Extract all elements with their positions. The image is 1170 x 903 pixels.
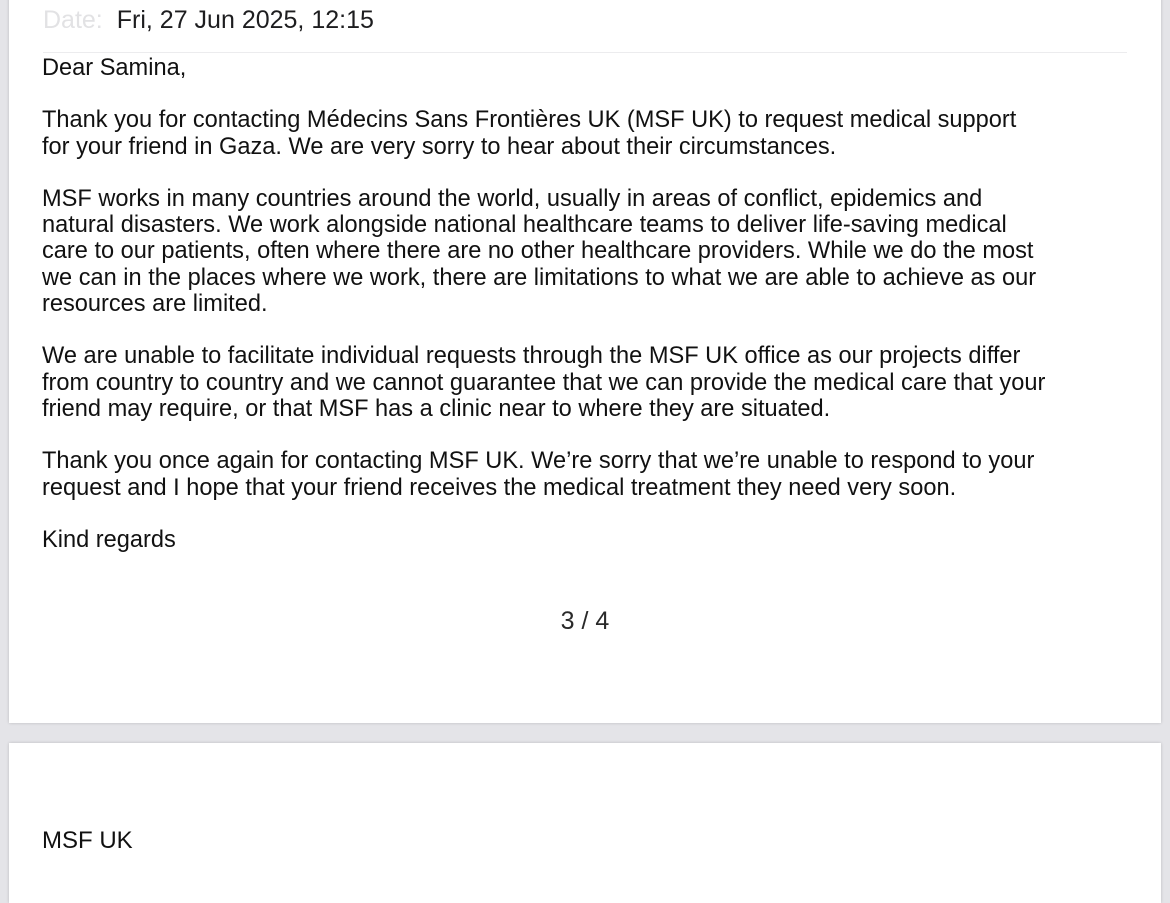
greeting: Dear Samina, [42, 55, 187, 81]
document-page-3 [9, 0, 1161, 723]
header-divider [43, 52, 1127, 53]
paragraph-2: MSF works in many countries around the world, usually in areas of conflict, epidemics and natural disasters. We work alongside national healthcare teams to deliver life-saving medical care to our patients, often where there are no other healthcare providers. While we do the most we can in the places where we work, there are limitations to what we are able to achieve as our resources are limited. [42, 185, 1037, 318]
sender-signature: MSF UK [42, 827, 133, 854]
page-counter: 3 / 4 [560, 607, 610, 635]
paragraph-1: Thank you for contacting Médecins Sans Frontières UK (MSF UK) to request medical support for your friend in Gaza. We are very sorry to hear about their circumstances. [42, 107, 1017, 160]
document-page-4 [9, 743, 1161, 903]
paragraph-4: Thank you once again for contacting MSF UK. We’re sorry that we’re unable to respond to your request and I hope that your friend receives the medical treatment they need very soon. [42, 448, 1035, 501]
date-value: Fri, 27 Jun 2025, 12:15 [116, 6, 374, 34]
email-date-header [43, 6, 374, 35]
email-body [42, 55, 1127, 579]
closing: Kind regards [42, 526, 176, 553]
paragraph-3: We are unable to facilitate individual requests through the MSF UK office as our projects differ from country to country and we cannot guarantee that we can provide the medical care that your friend may require, or that MSF has a clinic near to where they are situated. [42, 343, 1046, 422]
date-label: Date: [43, 6, 103, 34]
